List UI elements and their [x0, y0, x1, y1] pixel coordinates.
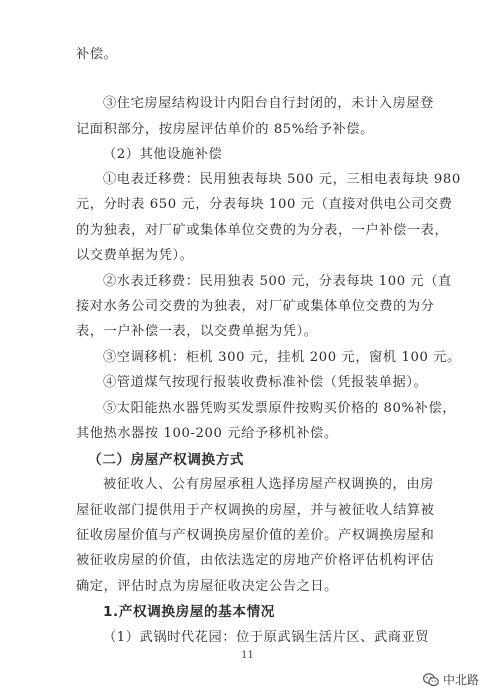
text-line: 的为独表，对厂矿或集体单位交费的为分表，一户补偿一表， — [76, 223, 449, 238]
text-line: （1）武锅时代花园：位于原武锅生活片区、武商亚贸 — [103, 630, 430, 645]
watermark-text: 中北路 — [442, 673, 479, 687]
text-line: 征收房屋价值与产权调换房屋价值的差价。产权调换房屋和 — [76, 528, 435, 543]
text-line: ③住宅房屋结构设计内阳台自行封闭的，未计入房屋登 — [103, 96, 434, 111]
text-line: 其他热水器按 100-200 元给予移机补偿。 — [76, 426, 338, 441]
wechat-icon — [423, 673, 439, 687]
watermark — [423, 671, 479, 688]
text-line: ②水表迁移费：民用独表 500 元，分表每块 100 元（直 — [103, 274, 452, 289]
text-line: ④管道煤气按现行报装收费标准补偿（凭报装单据）。 — [103, 375, 428, 390]
text-line: 接对水务公司交费的为独表，对厂矿或集体单位交费的为分 — [76, 299, 435, 314]
subsection-heading: 1.产权调换房屋的基本情况 — [103, 604, 275, 620]
text-line: ③空调移机：柜机 300 元，挂机 200 元，窗机 100 元。 — [103, 350, 461, 365]
text-line: 表，一户补偿一表，以交费单据为凭）。 — [76, 324, 318, 339]
text-line: ①电表迁移费：民用独表每块 500 元，三相电表每块 980 — [103, 172, 461, 187]
text-line: ⑤太阳能热水器凭购买发票原件按购买价格的 80%补偿， — [103, 401, 457, 416]
section-heading: （二）房屋产权调换方式 — [88, 452, 245, 468]
page-number: 11 — [241, 650, 254, 661]
text-line: 补偿。 — [76, 47, 118, 62]
text-line: 以交费单据为凭）。 — [76, 248, 194, 263]
text-line: 被征收人、公有房屋承租人选择房屋产权调换的，由房 — [103, 477, 434, 492]
text-line: 元，分时表 650 元，分表每块 100 元（直接对供电公司交费 — [76, 197, 453, 212]
text-line: （2）其他设施补偿 — [103, 147, 223, 162]
text-line: 确定，评估时点为房屋征收决定公告之日。 — [76, 579, 338, 594]
text-line: 屋征收部门提供用于产权调换的房屋，并与被征收人结算被 — [76, 503, 435, 518]
text-line: 记面积部分，按房屋评估单价的 85%给予补偿。 — [76, 122, 374, 137]
text-line: 被征收房屋的价值，由依法选定的房地产价格评估机构评估 — [76, 553, 435, 568]
